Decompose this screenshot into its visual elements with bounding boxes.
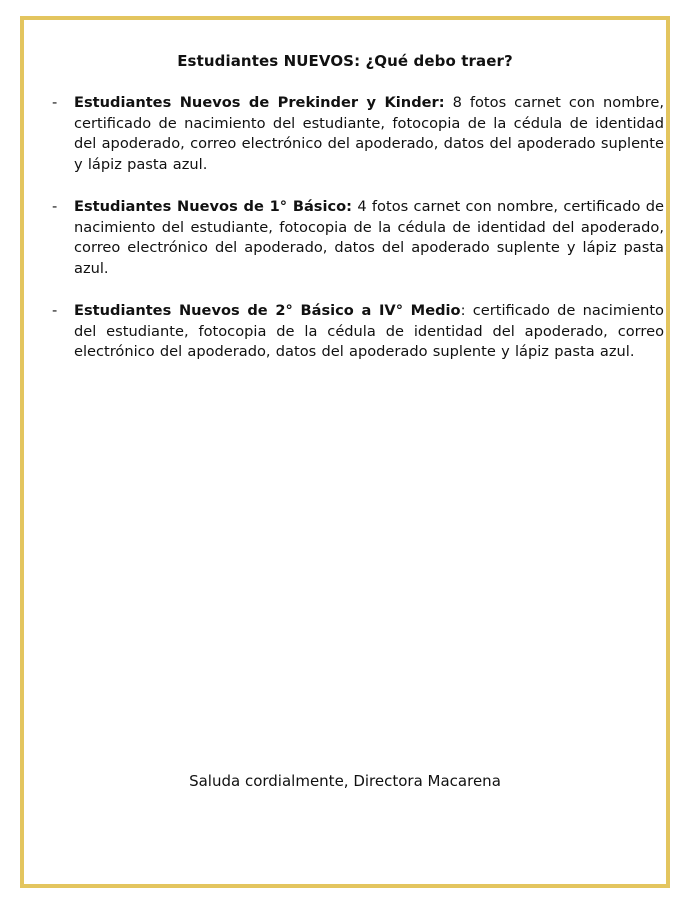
item-heading: Estudiantes Nuevos de 1° Básico: xyxy=(74,198,352,215)
item-text: : certificado de nacimiento del estudiante, fotocopia de la cédula de identidad del apoderado, correo electrónico del apoderado, datos del apoderado suplente y lápiz pasta azul. xyxy=(74,302,664,360)
document-title: Estudiantes NUEVOS: ¿Qué debo traer? xyxy=(177,52,513,70)
list-item-segundo-basico-cuarto-medio xyxy=(52,301,664,363)
item-text: 8 fotos carnet con nombre, certificado de nacimiento del estudiante, fotocopia de la cédula de identidad del apoderado, correo electrónico del apoderado, datos del apoderado suplente y lápiz pasta azul. xyxy=(74,94,664,173)
list-item-primero-basico xyxy=(52,197,664,279)
dash-bullet: - xyxy=(52,198,58,215)
item-heading: Estudiantes Nuevos de Prekinder y Kinder: xyxy=(74,94,445,111)
requirements-list xyxy=(52,93,664,385)
list-item-prekinder-kinder xyxy=(52,93,664,175)
dash-bullet: - xyxy=(52,302,58,319)
dash-bullet: - xyxy=(52,94,58,111)
item-heading: Estudiantes Nuevos de 2° Básico a IV° Medio xyxy=(74,302,461,319)
closing-signature: Saluda cordialmente, Directora Macarena xyxy=(189,772,501,790)
item-text: 4 fotos carnet con nombre, certificado de nacimiento del estudiante, fotocopia de la cédula de identidad del apoderado, correo electrónico del apoderado, datos del apoderado suplente y lápiz pasta azul. xyxy=(74,198,665,277)
document-frame xyxy=(20,16,670,888)
